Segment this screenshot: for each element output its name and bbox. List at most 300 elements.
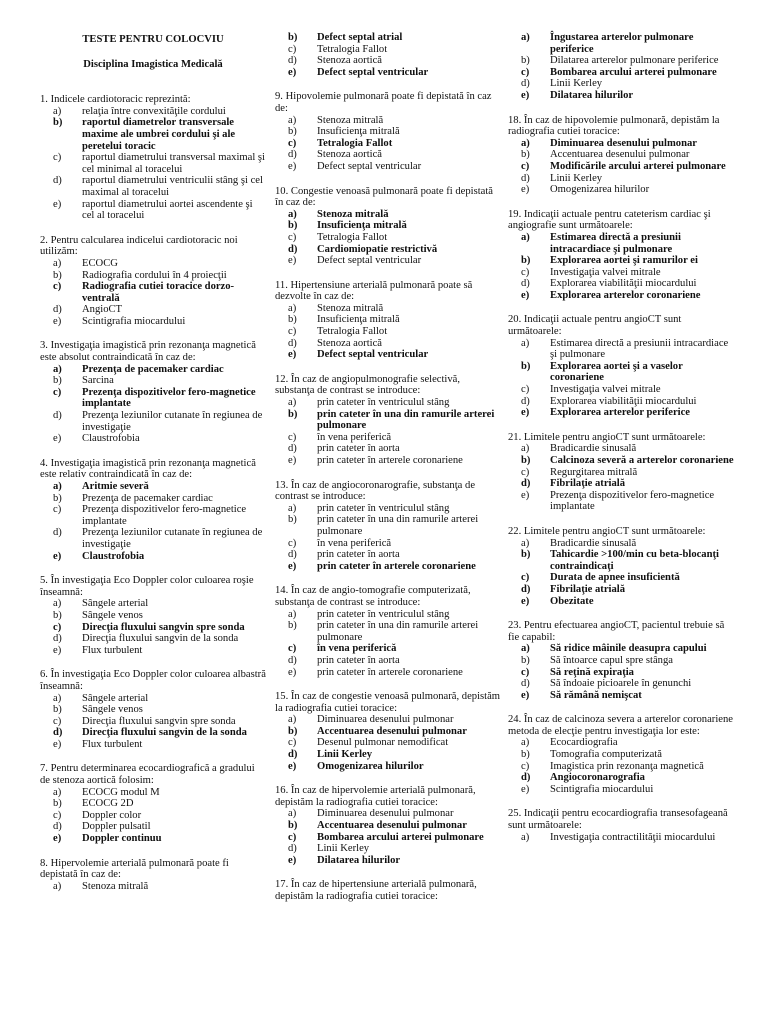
- question-text: 15. În caz de congestie venoasă pulmonară, depistăm la radiografia cutiei toracice:: [275, 691, 501, 714]
- option-letter: e): [288, 560, 297, 572]
- option-letter: a): [288, 114, 297, 126]
- option-letter: a): [288, 502, 297, 514]
- question-14: [275, 585, 501, 678]
- option-text: Investigaţia valvei mitrale: [550, 266, 661, 278]
- option-text: Dilatarea arterelor pulmonare periferice: [550, 55, 719, 67]
- option-text: prin cateter în aorta: [317, 549, 400, 561]
- option-text: Explorarea viabilităţii miocardului: [550, 278, 697, 290]
- option-letter: b): [288, 725, 298, 737]
- answer-option: [275, 67, 501, 79]
- answer-option: [40, 810, 266, 822]
- option-letter: b): [521, 654, 530, 666]
- answer-option: [508, 278, 734, 290]
- answer-option: [40, 598, 266, 610]
- option-text: Tetralogia Fallot: [317, 231, 388, 243]
- answer-option: [40, 375, 266, 387]
- answer-option: [40, 199, 266, 222]
- option-letter: a): [288, 302, 297, 314]
- answer-option: [40, 106, 266, 118]
- question-4: [40, 458, 266, 562]
- option-letter: c): [521, 666, 530, 678]
- option-text: Tetralogia Fallot: [317, 137, 393, 149]
- option-text: Prezenţa de pacemaker cardiac: [82, 492, 213, 504]
- question-22: [508, 526, 734, 607]
- option-text: Tetralogia Fallot: [317, 43, 388, 55]
- option-text: Prezenţa dispozitivelor fero-magnetice implantate: [550, 489, 715, 513]
- answer-options: [275, 808, 501, 866]
- question-text: 19. Indicaţii actuale pentru cateterism cardiac şi angiografie sunt următoarele:: [508, 208, 711, 232]
- answer-option: [40, 304, 266, 316]
- option-text: Accentuarea desenului pulmonar: [550, 149, 690, 161]
- question-2: [40, 235, 266, 328]
- question-15: [275, 691, 501, 772]
- answer-option: [508, 361, 734, 384]
- option-letter: e): [521, 489, 530, 501]
- option-letter: b): [53, 269, 62, 281]
- answer-option: [275, 549, 501, 561]
- option-letter: c): [288, 643, 297, 655]
- option-letter: c): [288, 737, 297, 749]
- option-letter: e): [521, 89, 530, 101]
- option-letter: e): [53, 644, 62, 656]
- option-letter: c): [288, 326, 297, 338]
- option-text: Stenoza mitrală: [317, 302, 384, 314]
- answer-option: [40, 493, 266, 505]
- answer-options: [275, 503, 501, 573]
- question-text: 18. În caz de hipovolemie pulmonară, depistăm la radiografia cutiei toracice:: [508, 114, 720, 138]
- option-text: Prezenţa de pacemaker cardiac: [82, 363, 224, 375]
- answer-option: [275, 149, 501, 161]
- option-letter: d): [521, 172, 530, 184]
- option-letter: c): [53, 386, 62, 398]
- option-text: în vena periferică: [317, 643, 397, 655]
- option-letter: c): [53, 152, 62, 164]
- answer-options: [508, 232, 734, 302]
- answer-option: [275, 808, 501, 820]
- answer-option: [275, 832, 501, 844]
- answer-option: [508, 173, 734, 185]
- option-letter: d): [53, 727, 63, 739]
- option-text: Fibrilaţie atrială: [550, 478, 626, 490]
- option-letter: b): [521, 149, 530, 161]
- option-text: Stenoza aortică: [317, 149, 383, 161]
- answer-option: [508, 232, 734, 255]
- question-23: [508, 620, 734, 701]
- question-12: [275, 374, 501, 467]
- option-letter: b): [288, 620, 297, 632]
- option-letter: a): [53, 363, 62, 375]
- answer-option: [275, 409, 501, 432]
- option-letter: b): [53, 492, 62, 504]
- option-text: Bombarea arcului arterei pulmonare: [550, 66, 717, 78]
- option-letter: b): [521, 55, 530, 67]
- option-letter: d): [521, 395, 530, 407]
- answer-option: [508, 255, 734, 267]
- question-6: [40, 669, 266, 750]
- option-text: Radiografia cutiei toracice dorzo-ventrală: [82, 281, 235, 304]
- option-letter: c): [53, 504, 62, 516]
- option-letter: c): [288, 137, 297, 149]
- question-19: [508, 209, 734, 302]
- option-letter: b): [53, 798, 62, 810]
- question-1: [40, 94, 266, 222]
- option-text: Accentuarea desenului pulmonar: [317, 725, 467, 737]
- option-text: Cardiomiopatie restrictivă: [317, 243, 438, 255]
- answer-option: [275, 220, 501, 232]
- answer-option: [275, 561, 501, 573]
- answer-option: [508, 443, 734, 455]
- answer-option: [275, 138, 501, 150]
- option-letter: a): [521, 337, 530, 349]
- answer-options: [275, 714, 501, 772]
- option-letter: d): [521, 278, 530, 290]
- answer-option: [40, 410, 266, 433]
- answer-option: [40, 633, 266, 645]
- answer-options: [508, 832, 734, 844]
- answer-option: [275, 255, 501, 267]
- answer-option: [508, 584, 734, 596]
- option-text: Omogenizarea hilurilor: [317, 760, 424, 772]
- option-letter: b): [288, 820, 298, 832]
- question-3: [40, 340, 266, 444]
- question-text: 21. Limitele pentru angioCT sunt următoarele:: [508, 431, 706, 443]
- answer-option: [275, 209, 501, 221]
- answer-option: [275, 115, 501, 127]
- answer-options: [508, 32, 734, 102]
- answer-option: [275, 432, 501, 444]
- option-letter: a): [53, 786, 62, 798]
- option-text: Desenul pulmonar nemodificat: [317, 737, 449, 749]
- option-letter: e): [53, 433, 62, 445]
- option-text: Prezenţa leziunilor cutanate în regiunea de investigaţie: [82, 527, 263, 550]
- answer-option: [275, 761, 501, 773]
- answer-options: [40, 693, 266, 751]
- option-text: Să reţină expiraţia: [550, 666, 634, 678]
- option-letter: c): [521, 572, 530, 584]
- question-17: [275, 879, 501, 902]
- option-text: prin cateter în arterele coronariene: [317, 455, 463, 466]
- option-text: Explorarea aortei şi a vaselor coronariene: [550, 360, 683, 384]
- option-text: Omogenizarea hilurilor: [550, 184, 650, 196]
- option-letter: c): [521, 266, 530, 278]
- answer-option: [40, 527, 266, 550]
- answer-option: [275, 349, 501, 361]
- question-text: 6. În investigaţia Eco Doppler color culoarea albastră înseamnă:: [40, 669, 266, 692]
- answer-option: [275, 538, 501, 550]
- option-letter: a): [288, 714, 297, 726]
- answer-options: [508, 737, 734, 795]
- option-letter: e): [521, 595, 530, 607]
- option-text: prin cateter în ventriculul stâng: [317, 608, 450, 620]
- answer-options: [508, 138, 734, 196]
- question-5: [40, 575, 266, 656]
- answer-option: [275, 455, 501, 467]
- option-letter: c): [53, 809, 62, 821]
- answer-option: [275, 820, 501, 832]
- answer-options: [40, 787, 266, 845]
- option-text: Estimarea directă a presiunii intracardiace şi pulmonare: [550, 337, 729, 361]
- question-text: 9. Hipovolemie pulmonară poate fi depistată în caz de:: [275, 91, 492, 114]
- option-text: Prezenţa dispozitivelor fero-magnetice implantate: [82, 386, 256, 410]
- answer-option: [508, 572, 734, 584]
- answer-option: [508, 832, 734, 844]
- option-letter: c): [53, 281, 62, 293]
- option-letter: e): [288, 349, 297, 361]
- option-text: Linii Kerley: [550, 78, 603, 90]
- option-text: Stenoza mitrală: [82, 880, 149, 892]
- option-text: Sângele arterial: [82, 598, 149, 610]
- option-text: Stenoza mitrală: [317, 208, 389, 220]
- option-letter: d): [288, 149, 297, 161]
- option-letter: e): [53, 198, 62, 210]
- answer-options: [275, 397, 501, 467]
- answer-option: [508, 184, 734, 196]
- column-3: [508, 32, 734, 843]
- option-letter: a): [53, 880, 62, 892]
- option-text: Sângele venos: [82, 609, 143, 621]
- option-text: Imagistica prin rezonanţa magnetică: [550, 760, 704, 772]
- option-letter: e): [521, 289, 530, 301]
- answer-option: [275, 126, 501, 138]
- question-7: [40, 763, 266, 844]
- option-text: Prezenţa leziunilor cutanate în regiunea de investigaţie: [82, 410, 263, 433]
- option-letter: b): [288, 314, 297, 326]
- option-letter: c): [521, 66, 530, 78]
- option-letter: c): [288, 831, 297, 843]
- option-letter: e): [288, 160, 297, 172]
- answer-option: [40, 622, 266, 634]
- answer-option: [508, 538, 734, 550]
- option-text: în vena periferică: [317, 431, 392, 443]
- answer-option: [508, 667, 734, 679]
- option-letter: c): [288, 431, 297, 443]
- option-letter: d): [288, 243, 298, 255]
- answer-option: [40, 833, 266, 845]
- option-text: Sângele arterial: [82, 692, 149, 704]
- option-letter: e): [521, 184, 530, 196]
- option-letter: a): [521, 231, 530, 243]
- answer-option: [40, 716, 266, 728]
- option-letter: a): [53, 105, 62, 117]
- option-text: Explorarea aortei şi ramurilor ei: [550, 255, 698, 267]
- option-text: Explorarea arterelor coronariene: [550, 289, 701, 301]
- option-letter: c): [53, 715, 62, 727]
- question-11: [275, 280, 501, 361]
- question-text: 7. Pentru determinarea ecocardiografică a gradului de stenoza aortică folosim:: [40, 763, 255, 787]
- answer-option: [40, 504, 266, 527]
- answer-option: [40, 645, 266, 657]
- option-text: Defect septal ventricular: [317, 66, 429, 78]
- answer-option: [275, 326, 501, 338]
- option-letter: b): [288, 126, 297, 138]
- answer-option: [40, 364, 266, 376]
- answer-option: [508, 643, 734, 655]
- option-letter: e): [53, 550, 62, 562]
- answer-option: [275, 244, 501, 256]
- option-text: Direcţia fluxului sangvin de la sonda: [82, 727, 247, 739]
- option-letter: a): [521, 643, 530, 655]
- answer-option: [275, 503, 501, 515]
- option-letter: b): [53, 704, 62, 716]
- option-letter: e): [521, 407, 530, 419]
- option-text: Defect septal atrial: [317, 32, 403, 43]
- answer-options: [40, 258, 266, 328]
- answer-option: [40, 821, 266, 833]
- option-letter: d): [521, 678, 530, 690]
- option-letter: e): [288, 760, 297, 772]
- option-text: Calcinoza severă a arterelor coronariene: [550, 455, 734, 466]
- option-letter: a): [53, 598, 62, 610]
- answer-option: [275, 643, 501, 655]
- option-letter: b): [521, 455, 531, 466]
- option-letter: d): [521, 772, 531, 784]
- option-letter: a): [288, 808, 297, 820]
- option-letter: a): [521, 737, 530, 749]
- question-21: [508, 432, 734, 513]
- question-text: 8. Hipervolemie arterială pulmonară poate fi depistată în caz de:: [40, 857, 229, 881]
- question-text: 13. În caz de angiocoronarografie, substanţa de contrast se introduce:: [275, 479, 476, 503]
- answer-option: [275, 749, 501, 761]
- answer-option: [275, 397, 501, 409]
- option-letter: d): [288, 654, 297, 666]
- option-text: prin cateter în ventriculul stâng: [317, 502, 450, 514]
- option-text: Investigaţia contractilităţii miocardului: [550, 831, 716, 843]
- answer-options: [508, 443, 734, 513]
- answer-option: [275, 667, 501, 679]
- option-letter: e): [288, 666, 297, 678]
- answer-option: [508, 678, 734, 690]
- option-text: relaţia între convexităţile cordului: [82, 105, 226, 117]
- option-letter: b): [288, 32, 298, 43]
- option-text: prin cateter în aorta: [317, 443, 400, 455]
- option-text: Sarcina: [82, 375, 114, 387]
- answer-option: [275, 32, 501, 44]
- answer-option: [275, 44, 501, 56]
- answer-option: [275, 232, 501, 244]
- option-text: Defect septal ventricular: [317, 255, 422, 267]
- option-letter: d): [53, 527, 62, 539]
- option-text: Accentuarea desenului pulmonar: [317, 820, 467, 832]
- answer-option: [508, 161, 734, 173]
- answer-option: [508, 90, 734, 102]
- answer-option: [508, 407, 734, 419]
- option-text: Îngustarea arterelor pulmonare periferice: [550, 32, 694, 55]
- option-text: Stenoza mitrală: [317, 114, 384, 126]
- answer-option: [40, 270, 266, 282]
- option-text: raportul diametrelor transversale maxime ale umbrei cordului şi ale peretelui toracic: [82, 117, 236, 152]
- option-text: Stenoza aortică: [317, 337, 383, 349]
- answer-option: [275, 714, 501, 726]
- option-text: Prezenţa dispozitivelor fero-magnetice implantate: [82, 504, 247, 527]
- answer-option: [508, 784, 734, 796]
- option-letter: c): [288, 231, 297, 243]
- option-letter: e): [288, 255, 297, 267]
- option-letter: b): [288, 220, 298, 232]
- option-text: Defect septal ventricular: [317, 160, 422, 172]
- answer-option: [508, 396, 734, 408]
- answer-option: [508, 749, 734, 761]
- option-text: Stenoza aortică: [317, 55, 383, 67]
- option-letter: d): [53, 175, 62, 187]
- answer-option: [508, 490, 734, 513]
- option-text: AngioCT: [82, 304, 123, 316]
- option-letter: c): [53, 621, 62, 633]
- option-text: Bradicardie sinusală: [550, 443, 637, 455]
- answer-options: [508, 338, 734, 419]
- option-letter: b): [53, 609, 62, 621]
- option-letter: e): [288, 455, 297, 466]
- question-8: [40, 858, 266, 893]
- answer-option: [275, 726, 501, 738]
- answer-option: [275, 843, 501, 855]
- option-text: Direcţia fluxului sangvin spre sonda: [82, 621, 245, 633]
- option-text: Bombarea arcului arterei pulmonare: [317, 831, 484, 843]
- option-text: prin cateter în aorta: [317, 654, 400, 666]
- option-letter: d): [53, 821, 62, 833]
- option-text: prin cateter în ventriculul stâng: [317, 397, 450, 409]
- question-text: 4. Investigaţia imagistică prin rezonanţa magnetică este relativ contraindicată în caz de:: [40, 457, 256, 481]
- answer-option: [508, 596, 734, 608]
- answer-option: [40, 881, 266, 893]
- question-25: [508, 808, 734, 843]
- option-text: Sângele venos: [82, 704, 143, 716]
- answer-option: [508, 772, 734, 784]
- answer-option: [40, 387, 266, 410]
- option-text: Ecocardiografia: [550, 737, 618, 749]
- answer-option: [275, 443, 501, 455]
- option-letter: b): [521, 255, 531, 267]
- answer-option: [40, 258, 266, 270]
- option-text: prin cateter în arterele coronariene: [317, 560, 476, 572]
- answer-option: [508, 138, 734, 150]
- option-text: Flux turbulent: [82, 644, 143, 656]
- answer-option: [40, 693, 266, 705]
- answer-option: [40, 316, 266, 328]
- option-text: Diminuarea desenului pulmonar: [550, 137, 697, 149]
- option-text: raportul diametrului ventriculii stâng şi cel maximal al toracelui: [82, 175, 263, 198]
- question-text: 1. Indicele cardiotoracic reprezintă:: [40, 94, 191, 106]
- question-20: [508, 314, 734, 418]
- option-letter: e): [521, 783, 530, 795]
- answer-option: [508, 455, 734, 467]
- option-text: Dilatarea hilurilor: [317, 854, 401, 866]
- answer-option: [275, 314, 501, 326]
- option-text: Tahicardie >100/min cu beta-blocanţi contraindicaţi: [550, 549, 719, 572]
- question-text: 20. Indicaţii actuale pentru angioCT sunt următoarele:: [508, 314, 682, 338]
- question-16: [275, 785, 501, 866]
- option-text: Direcţia fluxului sangvin de la sonda: [82, 633, 239, 645]
- answer-option: [275, 609, 501, 621]
- answer-option: [275, 655, 501, 667]
- page-title: TESTE PENTRU COLOCVIU: [82, 34, 224, 45]
- question-text: 24. În caz de calcinoza severa a arterelor coronariene metoda de elecţie pentru investigaţia lor este:: [508, 714, 733, 737]
- option-letter: a): [288, 397, 297, 409]
- option-text: Să rămână nemişcat: [550, 689, 642, 701]
- answer-options: [275, 115, 501, 173]
- answer-options: [40, 106, 266, 222]
- option-text: Investigaţia valvei mitrale: [550, 384, 661, 396]
- answer-option: [508, 467, 734, 479]
- answer-options: [275, 303, 501, 361]
- option-letter: c): [521, 466, 530, 478]
- answer-option: [508, 549, 734, 572]
- answer-option: [275, 855, 501, 867]
- option-text: Direcţia fluxului sangvin spre sonda: [82, 715, 236, 727]
- answer-option: [275, 514, 501, 537]
- option-letter: d): [288, 843, 297, 855]
- option-letter: a): [521, 443, 530, 455]
- option-letter: d): [521, 478, 531, 490]
